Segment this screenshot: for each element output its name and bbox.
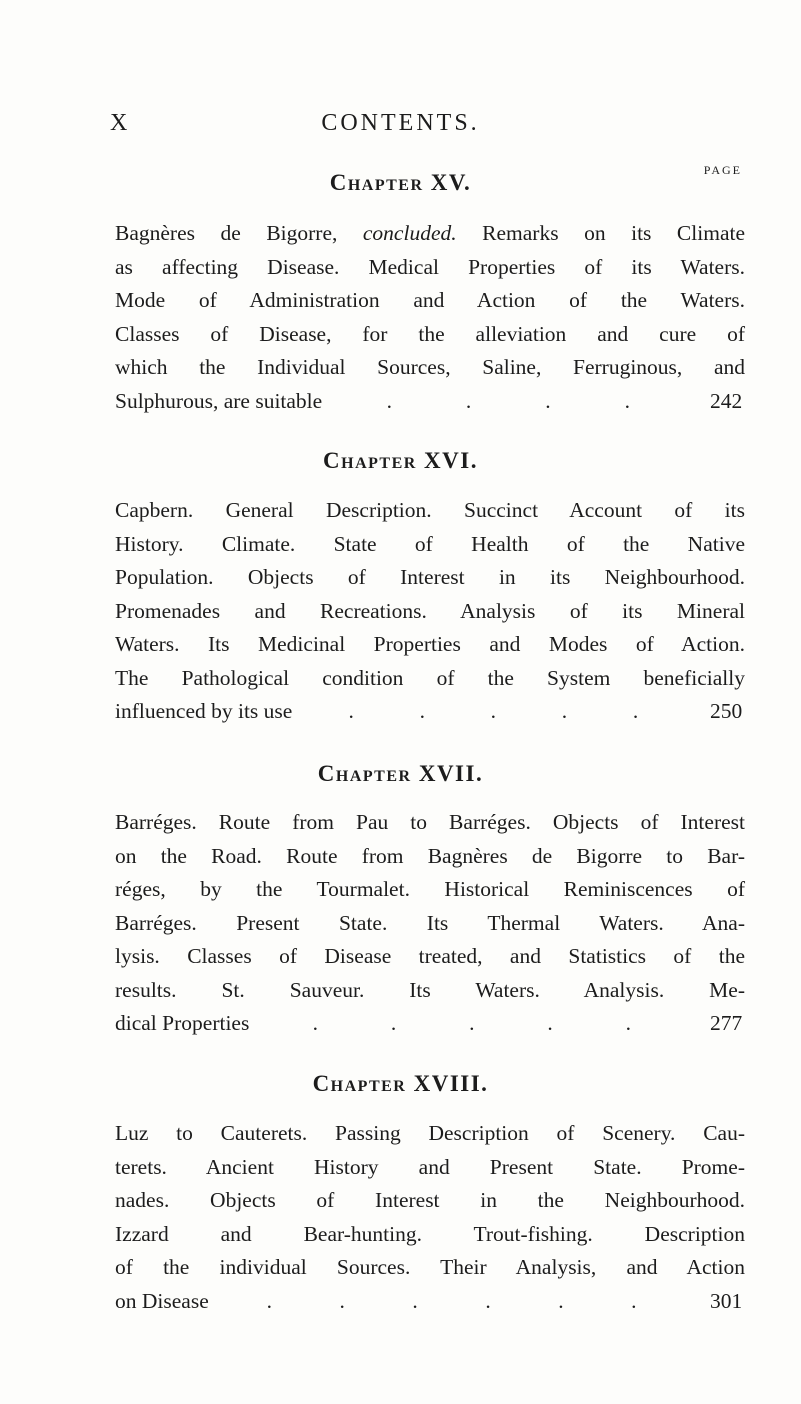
entry-line: on Disease	[115, 1288, 209, 1313]
leader-dots: . . . . .	[348, 699, 639, 723]
chapter-title: Chapter XV.	[329, 170, 472, 195]
page-number: 301	[710, 1288, 743, 1313]
entry-line: lysis. Classes of Disease treated, and Statistics of the	[115, 944, 745, 968]
entry-line: nades. Objects of Interest in the Neighbourhood.	[115, 1188, 745, 1212]
toc-entry	[115, 806, 745, 1041]
entry-last-line	[115, 1007, 745, 1041]
entry-line: Izzard and Bear-hunting. Trout-fishing. Description	[115, 1221, 745, 1246]
entry-line: Sulphurous, are suitable	[115, 388, 323, 413]
entry-line: terets. Ancient History and Present State. Prome-	[115, 1154, 745, 1179]
chapter-title: Chapter XVI.	[323, 448, 478, 473]
running-head	[0, 110, 801, 140]
entry-line: as affecting Disease. Medical Properties of its Waters.	[115, 254, 745, 279]
entry-line: Waters. Its Medicinal Properties and Modes of Action.	[115, 632, 745, 656]
entry-line: of the individual Sources. Their Analysis, and Action	[115, 1255, 745, 1279]
entry-line: The Pathological condition of the System beneficially	[115, 665, 745, 690]
page-column-label: PAGE	[703, 163, 742, 177]
entry-last-line	[115, 1285, 745, 1319]
entry-line: Classes of Disease, for the alleviation and cure of	[115, 321, 745, 346]
page-number: 277	[710, 1011, 743, 1035]
entry-last-line	[115, 695, 745, 729]
entry-line: History. Climate. State of Health of the Native	[115, 531, 745, 556]
chapter-title: Chapter XVIII.	[312, 1071, 489, 1096]
toc-entry	[115, 1117, 745, 1318]
entry-line: Population. Objects of Interest in its Neighbourhood.	[115, 565, 745, 589]
toc-entry	[115, 217, 745, 418]
entry-last-line	[115, 385, 745, 419]
page-number: 242	[710, 388, 743, 413]
entry-line: Capbern. General Description. Succinct Account of its	[115, 498, 745, 522]
entry-line: Barréges. Route from Pau to Barréges. Objects of Interest	[115, 810, 745, 834]
entry-line: Promenades and Recreations. Analysis of its Mineral	[115, 598, 745, 623]
running-head-title: CONTENTS.	[321, 110, 480, 136]
entry-line: réges, by the Tourmalet. Historical Reminiscences of	[115, 877, 745, 901]
entry-line: which the Individual Sources, Saline, Ferruginous, and	[115, 355, 745, 379]
leader-dots: . . . .	[386, 388, 631, 413]
page-folio: X	[110, 110, 129, 136]
toc-entry	[115, 494, 745, 729]
entry-line: influenced by its use	[115, 699, 293, 723]
entry-line: Mode of Administration and Action of the Waters.	[115, 288, 745, 312]
entry-line: Barréges. Present State. Its Thermal Waters. Ana-	[115, 910, 745, 935]
entry-line: dical Properties	[115, 1011, 250, 1035]
entry-line: on the Road. Route from Bagnères de Bigorre to Bar-	[115, 843, 745, 868]
page-number: 250	[710, 699, 743, 723]
entry-line: Bagnères de Bigorre, concluded. Remarks on its Climate	[115, 221, 745, 245]
leader-dots: . . . . . .	[266, 1288, 637, 1313]
chapter-title: Chapter XVII.	[317, 761, 484, 786]
leader-dots: . . . . .	[312, 1011, 632, 1035]
entry-line: results. St. Sauveur. Its Waters. Analysis. Me-	[115, 977, 745, 1002]
entry-line: Luz to Cauterets. Passing Description of Scenery. Cau-	[115, 1121, 745, 1145]
